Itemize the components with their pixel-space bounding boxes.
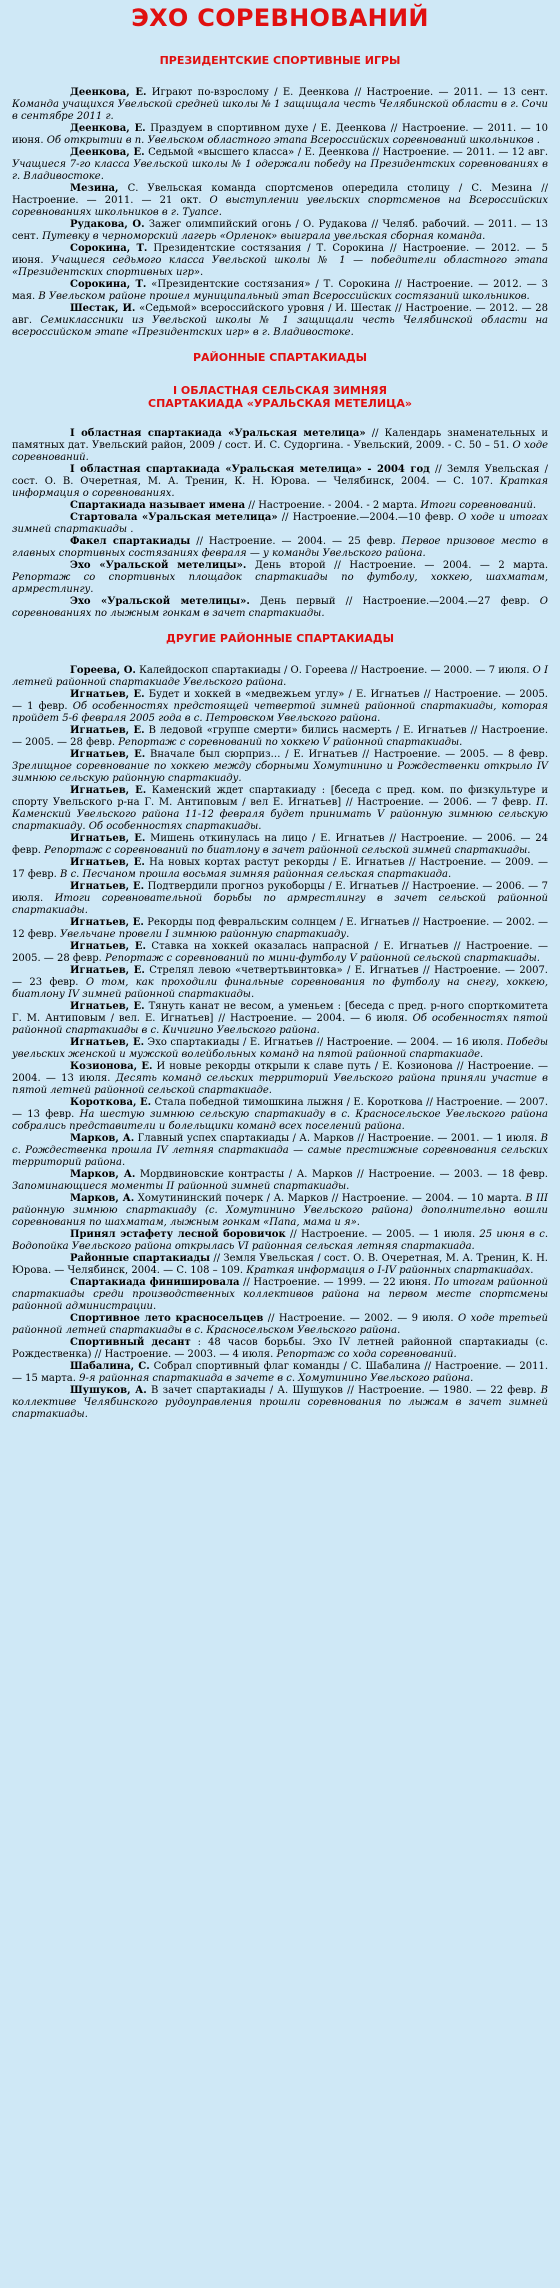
- entry: Факел спартакиады // Настроение. — 2004. — 25 февр. Первое призовое место в главных спортивных состязаниях февраля — у команды Увельского района.: [12, 536, 549, 559]
- entry: Принял эстафету лесной боровичок // Настроение. — 2005. — 1 июля. 25 июня в с. Водопойка Увельского района открылась VI районная сельская летняя спартакиада.: [12, 1229, 549, 1252]
- entry: Районные спартакиады // Земля Увельская / сост. О. В. Очеретная, М. А. Тренин, К. Н. Юрова. — Челябинск, 2004. — С. 108 – 109. Краткая информация о I-IV районных спартакиадах.: [12, 1253, 548, 1276]
- entry: Игнатьев, Е. В ледовой «группе смерти» бились насмерть / Е. Игнатьев // Настроение. — 2005. — 28 февр. Репортаж с соревнований по хоккею V районной спартакиады.: [12, 725, 548, 748]
- entry: Игнатьев, Е. Вначале был сюрприз… / Е. Игнатьев // Настроение. — 2005. — 8 февр. Зрелищное соревнование по хоккею между сборными Хомутинино и Рождественки открыло IV зимнюю сельскую районную спартакиаду.: [12, 749, 548, 784]
- entries-district: [12, 428, 548, 620]
- entry: Козионова, Е. И новые рекорды открыли к славе путь / Е. Козионова // Настроение. — 2004. — 13 июля. Десять команд сельских территорий Увельского района приняли участие в пятой летней районной сельской спартакиаде.: [12, 1061, 549, 1096]
- entry: Игнатьев, Е. Рекорды под февральским солнцем / Е. Игнатьев // Настроение. — 2002. — 12 февр. Увельчане провели I зимнюю районную спартакиаду.: [12, 917, 548, 940]
- entry: Игнатьев, Е. Эхо спартакиады / Е. Игнатьев // Настроение. — 2004. — 16 июля. Победы увельских женской и мужской волейбольных команд на пятой районной спартакиаде.: [12, 1037, 548, 1060]
- entries-presidential: [12, 87, 548, 339]
- entry: Марков, А. Хомутининский почерк / А. Марков // Настроение. — 2004. — 10 марта. В III районную зимнюю спартакиаду (с. Хомутинино Увельского района) дополнительно вошли соревнования по шахматам, лыжным гонкам «Папа, мама и я».: [12, 1193, 548, 1228]
- subtitle-line-1: I ОБЛАСТНАЯ СЕЛЬСКАЯ ЗИМНЯЯ: [172, 384, 387, 397]
- entry: Спартакиада называет имена // Настроение. - 2004. - 2 марта. Итоги соревнований.: [70, 500, 537, 511]
- entry: Игнатьев, Е. Стрелял левою «четвертьвинтовка» / Е. Игнатьев // Настроение. — 2007. — 23 февр. О том, как проходили финальные соревнования по футболу на снегу, хоккею, биатлону IV зимней районной спартакиады.: [12, 965, 549, 1000]
- entry: Игнатьев, Е. На новых кортах растут рекорды / Е. Игнатьев // Настроение. — 2009. — 17 февр. В с. Песчаном прошла восьмая зимняя районная сельская спартакиада.: [12, 857, 548, 880]
- entry: Шабалина, С. Собрал спортивный флаг команды / С. Шабалина // Настроение. — 2011. — 15 марта. 9-я районная спартакиада в зачете в с. Хомутинино Увельского района.: [12, 1361, 549, 1384]
- entry: Игнатьев, Е. Ставка на хоккей оказалась напрасной / Е. Игнатьев // Настроение. — 2005. — 28 февр. Репортаж с соревнований по мини-футболу V районной сельской спартакиады.: [12, 941, 548, 964]
- entry: Деенкова, Е. Седьмой «высшего класса» / Е. Деенкова // Настроение. — 2011. — 12 авг. Учащиеся 7-го класса Увельской школы № 1 одержали победу на Президентских соревнованиях в г. Владивостоке.: [12, 147, 549, 182]
- section-title-district: РАЙОННЫЕ СПАРТАКИАДЫ: [192, 351, 368, 364]
- section-title-other: ДРУГИЕ РАЙОННЫЕ СПАРТАКИАДЫ: [166, 632, 394, 645]
- page-title: ЭХО СОРЕВНОВАНИЙ: [131, 4, 429, 32]
- entry: Короткова, Е. Стала победной тимошкина лыжня / Е. Короткова // Настроение. — 2007. — 13 февр. На шестую зимнюю сельскую спартакиаду в с. Красносельское Увельского района собрались представители и болельщики команд всех поселений района.: [12, 1097, 549, 1132]
- entry: Рудакова, О. Зажег олимпийский огонь / О. Рудакова // Челяб. рабочий. — 2011. — 13 сент. Путевку в черноморский лагерь «Орленок» выиграла увельская сборная команда.: [12, 219, 548, 242]
- entry: I областная спартакиада «Уральская метелица» - 2004 год // Земля Увельская / сост. О. В. Очеретная, М. А. Тренин, К. Н. Юрова. — Челябинск, 2004. — С. 107. Краткая информация о соревнованиях.: [12, 464, 548, 499]
- entry: Игнатьев, Е. Каменский ждет спартакиаду : [беседа с пред. ком. по физкультуре и спорту Увельского р-на Г. М. Антиповым / вел Е. Игнатьев] // Настроение. — 2006. — 7 февр. П. Каменский Увельского района 11-12 февраля будет принимать V районную зимнюю сельскую спартакиаду. Об особенностях спартакиады.: [12, 785, 548, 832]
- entry: Сорокина, Т. «Президентские состязания» / Т. Сорокина // Настроение. — 2012. — 3 мая. В Увельском районе прошел муниципальный этап Всероссийских состязаний школьников.: [12, 279, 548, 302]
- entry: Шестак, И. «Седьмой» всероссийского уровня / И. Шестак // Настроение. — 2012. — 28 авг. Семиклассники из Увельской школы № 1 защищали честь Челябинской области на всероссийском этапе «Президентских игр» в г. Владивостоке.: [12, 303, 548, 338]
- subtitle-line-2: СПАРТАКИАДА «УРАЛЬСКАЯ МЕТЕЛИЦА»: [148, 397, 412, 410]
- entry: Стартовала «Уральская метелица» // Настроение.—2004.—10 февр. О ходе и итогах зимней спартакиады .: [12, 512, 548, 535]
- entry: Спортивное лето красносельцев // Настроение. — 2002. — 9 июля. О ходе третьей районной летней спартакиады в с. Красносельском Увельского района.: [12, 1313, 548, 1336]
- entry: Гореева, О. Калейдоскоп спартакиады / О. Гореева // Настроение. — 2000. — 7 июля. О I летней районной спартакиаде Увельского района.: [12, 665, 549, 688]
- entry: Эхо «Уральской метелицы». День второй // Настроение. — 2004. — 2 марта. Репортаж со спортивных площадок спартакиады по футболу, хоккею, шахматам, армрестлингу.: [12, 560, 548, 595]
- entry: Спортивный десант : 48 часов борьбы. Эхо IV летней районной спартакиады (с. Рождественка) // Настроение. — 2003. — 4 июля. Репортаж со хода соревнований.: [12, 1337, 549, 1360]
- entry: Игнатьев, Е. Подтвердили прогноз рукоборцы / Е. Игнатьев // Настроение. — 2006. — 7 июля. Итоги соревновательной борьбы по армрестлингу в зачет сельской районной спартакиады.: [12, 881, 548, 916]
- entry: Игнатьев, Е. Мишень откинулась на лицо / Е. Игнатьев // Настроение. — 2006. — 24 февр. Репортаж с соревнований по биатлону в зачет районной сельской зимней спартакиады.: [12, 833, 548, 856]
- entry: Игнатьев, Е. Будет и хоккей в «медвежьем углу» / Е. Игнатьев // Настроение. — 2005. — 1 февр. Об особенностях предстоящей четвертой зимней районной спартакиады, которая пройдет 5-6 февраля 2005 года в с. Петровском Увельского района.: [12, 689, 548, 724]
- entry: I областная спартакиада «Уральская метелица» // Календарь знаменательных и памятных дат. Увельский район, 2009 / сост. И. С. Судоргина. - Увельский, 2009. - С. 50 – 51. О ходе соревнований.: [12, 428, 549, 463]
- section-title-presidential: ПРЕЗИДЕНТСКИЕ СПОРТИВНЫЕ ИГРЫ: [159, 54, 401, 67]
- entry: Марков, А. Мордвиновские контрасты / А. Марков // Настроение. — 2003. — 18 февр. Запоминающиеся моменты II районной зимней спартакиады.: [12, 1169, 548, 1192]
- entry: Игнатьев, Е. Тянуть канат не весом, а уменьем : [беседа с пред. р-ного спорткомитета Г. М. Антиповым / вел. Е. Игнатьев] // Настроение. — 2004. — 6 июля. Об особенностях пятой районной спартакиады в с. Кичигино Увельского района.: [12, 1001, 548, 1036]
- entry: Эхо «Уральской метелицы». День первый // Настроение.—2004.—27 февр. О соревнованиях по лыжным гонкам в зачет спартакиады.: [12, 596, 548, 619]
- entry: Деенкова, Е. Праздуем в спортивном духе / Е. Деенкова // Настроение. — 2011. — 10 июня. Об открытии в п. Увельском областного этапа Всероссийских соревнований школьников .: [12, 123, 548, 146]
- entry: Спартакиада финишировала // Настроение. — 1999. — 22 июня. По итогам районной спартакиады среди производственных коллективов района на первом месте спортсмены районной администрации.: [12, 1277, 548, 1312]
- section-subtitle-winter: [12, 384, 548, 410]
- entry: Сорокина, Т. Президентские состязания / Т. Сорокина // Настроение. — 2012. — 5 июня. Учащиеся седьмого класса Увельской школы № 1 — победители областного этапа «Президентских спортивных игр».: [12, 243, 549, 278]
- entry: Марков, А. Главный успех спартакиады / А. Марков // Настроение. — 2001. — 1 июля. В с. Рождественка прошла IV летняя спартакиада — самые престижные соревнования сельских территорий района.: [12, 1133, 548, 1168]
- entry: Мезина, С. Увельская команда спортсменов опередила столицу / С. Мезина // Настроение. — 2011. — 21 окт. О выступлении увельских спортсменов на Всероссийских соревнованиях школьников в г. Туапсе.: [12, 183, 548, 218]
- entries-other: [12, 665, 548, 1421]
- entry: Шушуков, А. В зачет спартакиады / А. Шушуков // Настроение. — 1980. — 22 февр. В коллективе Челябинского рудоуправления прошли соревнования по лыжам в зачет зимней спартакиады.: [12, 1385, 548, 1420]
- entry: Деенкова, Е. Играют по-взрослому / Е. Деенкова // Настроение. — 2011. — 13 сент. Команда учащихся Увельской средней школы № 1 защищала честь Челябинской области в г. Сочи в сентябре 2011 г.: [12, 87, 548, 122]
